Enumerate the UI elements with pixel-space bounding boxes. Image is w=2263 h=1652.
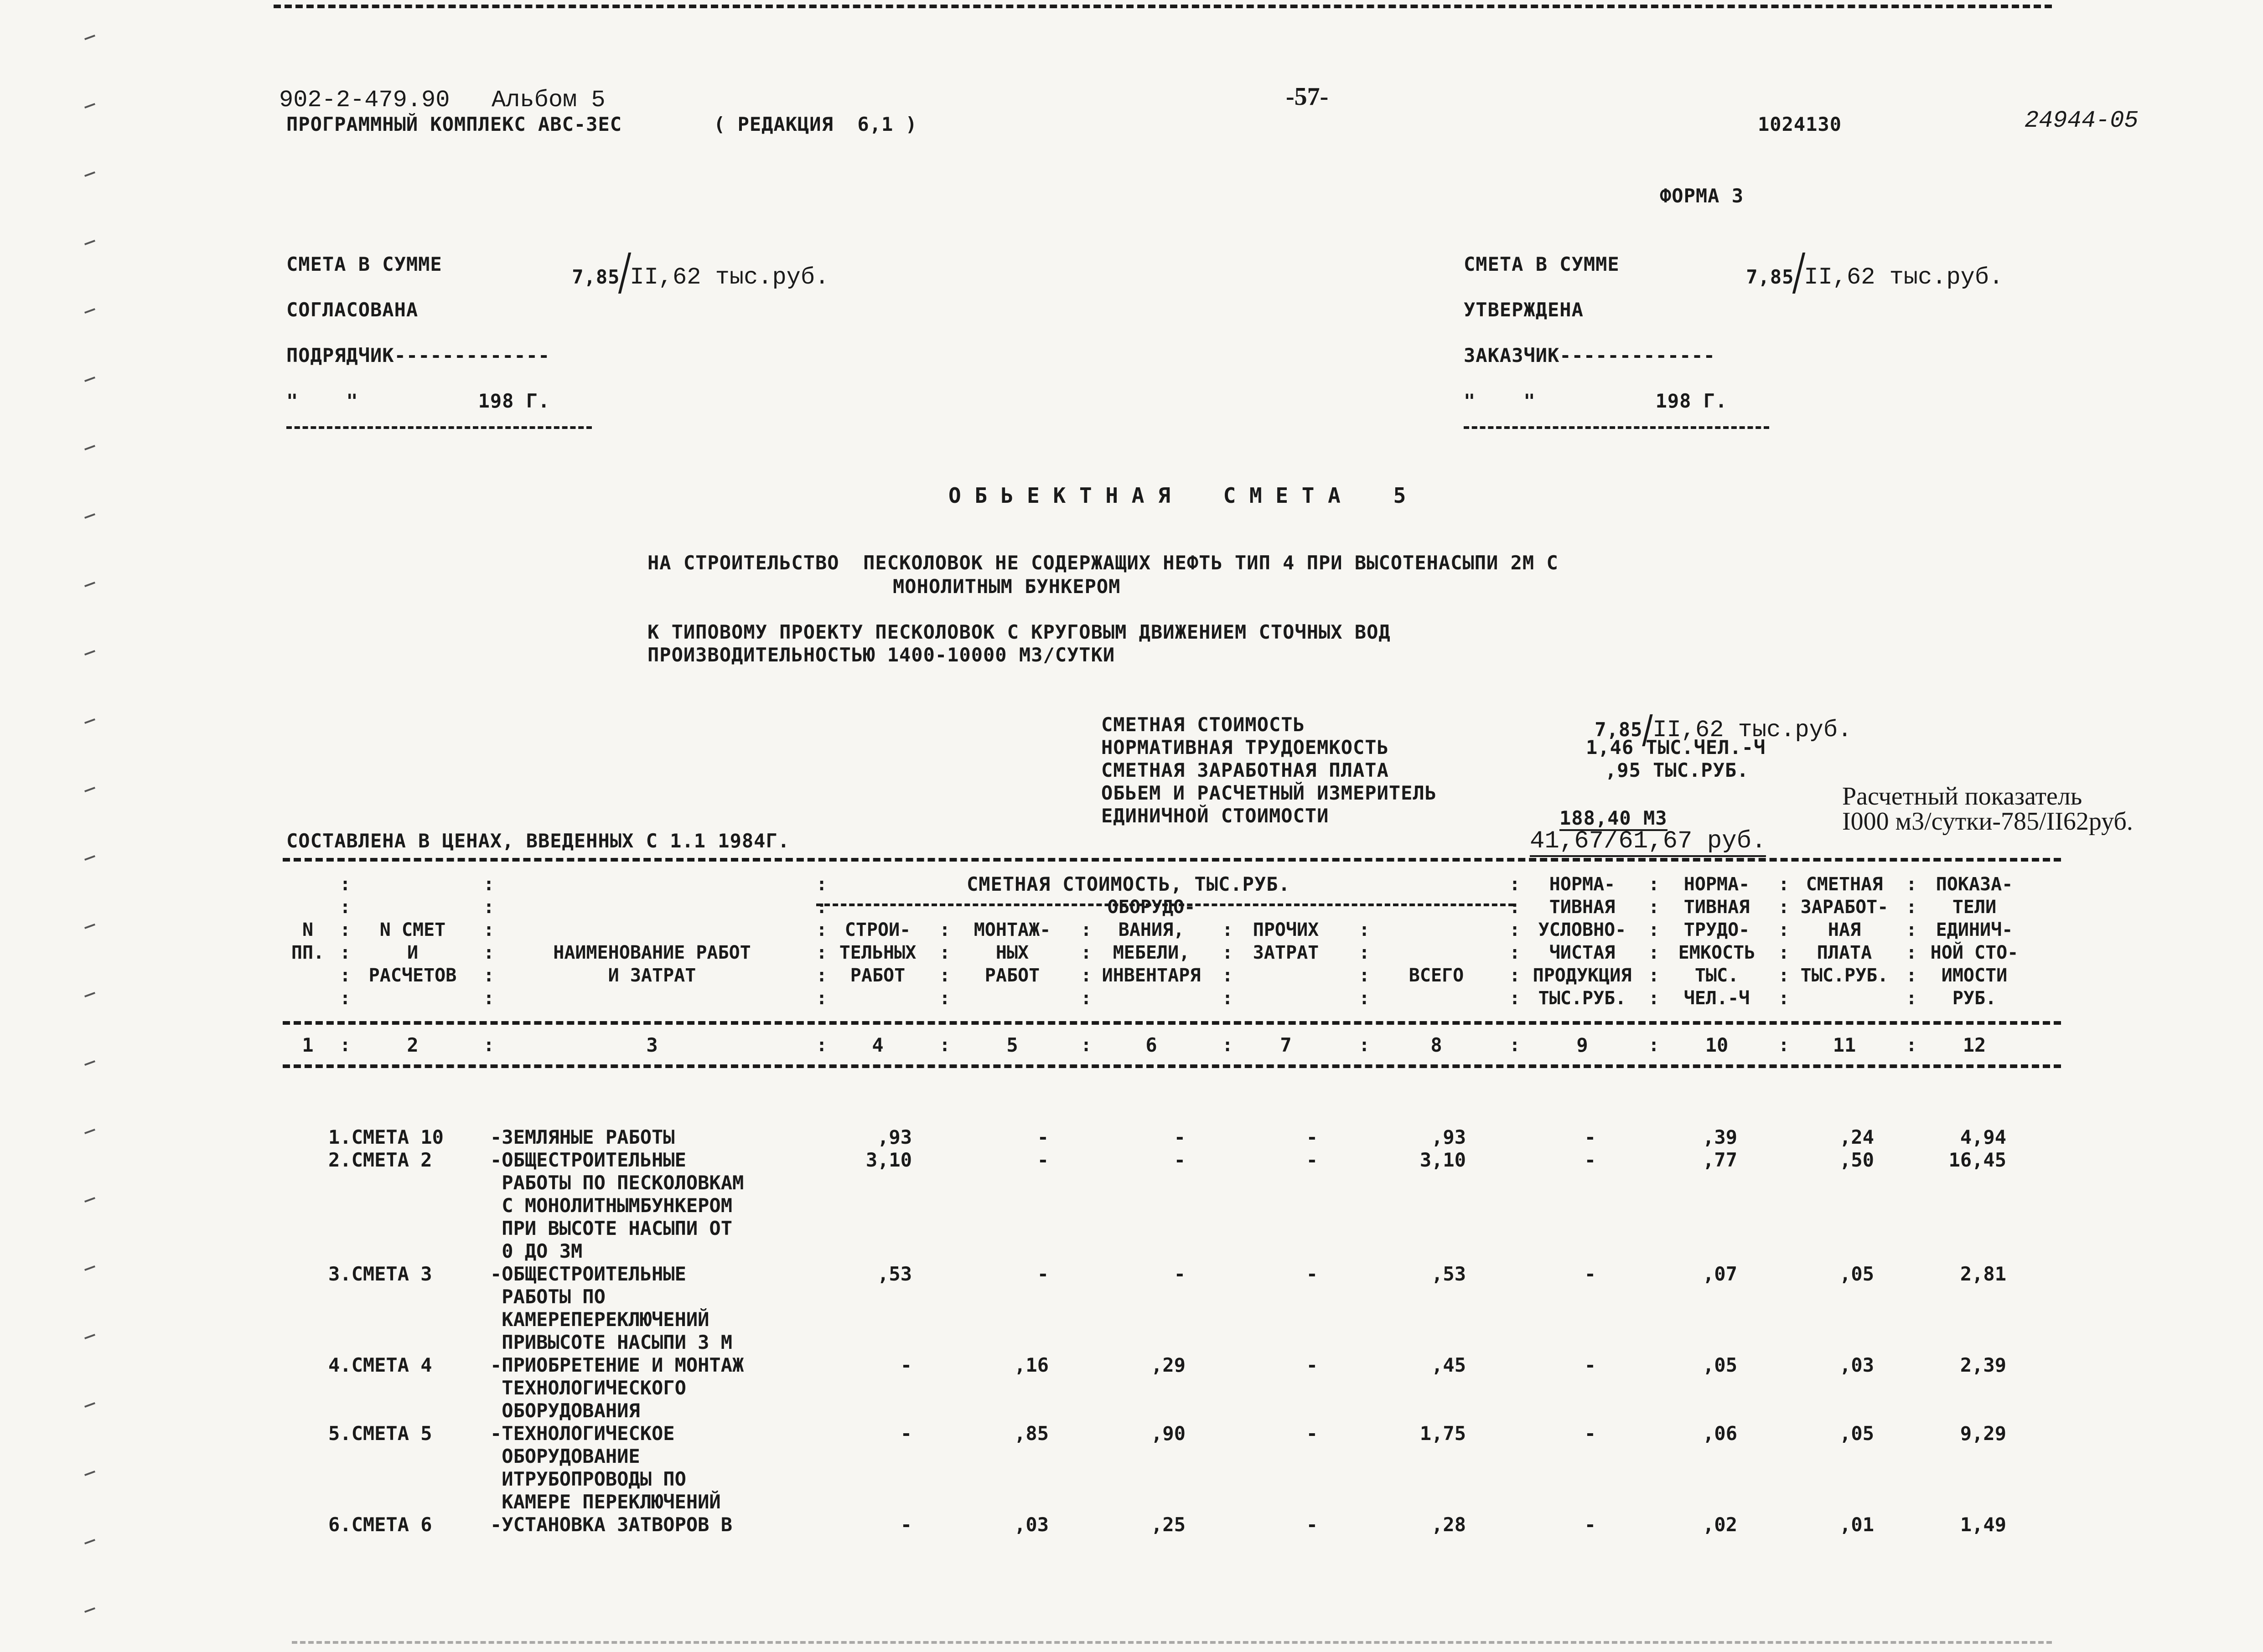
row-value-c11: ,03 [1839, 1354, 1874, 1376]
edition-label: ( РЕДАКЦИЯ 6,1 ) [714, 113, 917, 135]
row-value-c4: ,53 [877, 1263, 912, 1285]
row-value-c6: - [1174, 1149, 1186, 1171]
wage-value: ,95 ТЫС.РУБ. [1605, 759, 1749, 781]
col-header-7: ПРОЧИХ ЗАТРАТ [1253, 919, 1319, 963]
col-number: 10 [1705, 1034, 1729, 1056]
row-value-c10: ,06 [1703, 1422, 1737, 1445]
cost-label: СМЕТНАЯ СТОИМОСТЬ [1101, 713, 1305, 736]
row-work-name: -ОБЩЕСТРОИТЕЛЬНЫЕ РАБОТЫ ПО КАМЕРЕПЕРЕКЛЮЧЕНИЙ ПРИВЫСОТЕ НАСЫПИ 3 М [490, 1263, 733, 1353]
right-sum-value: 7,85 [1746, 266, 1794, 288]
row-value-c5: - [1037, 1263, 1049, 1285]
row-value-c10: ,07 [1703, 1263, 1737, 1285]
top-border [274, 5, 2052, 8]
row-value-c8: ,45 [1431, 1354, 1466, 1376]
complex-label: ПРОГРАММНЫЙ КОМПЛЕКС АВС-3ЕС [286, 113, 622, 135]
row-value-c12: 9,29 [1960, 1422, 2006, 1445]
col-number: 5 [1006, 1034, 1018, 1056]
col-number: 3 [646, 1034, 658, 1056]
row-work-name: -ОБЩЕСТРОИТЕЛЬНЫЕ РАБОТЫ ПО ПЕСКОЛОВКАМ С МОНОЛИТНЫМБУНКЕРОМ ПРИ ВЫСОТЕ НАСЫПИ ОТ 0 ДО 3М [490, 1149, 744, 1262]
row-value-c6: - [1174, 1263, 1186, 1285]
row-value-c6: ,25 [1151, 1513, 1186, 1536]
col-header-8: ВСЕГО [1409, 965, 1464, 986]
doc-code: 902-2-479.90 [279, 87, 450, 114]
row-value-c10: ,05 [1703, 1354, 1737, 1376]
row-value-c5: ,16 [1014, 1354, 1049, 1376]
row-work-name: -ТЕХНОЛОГИЧЕСКОЕ ОБОРУДОВАНИЕ ИТРУБОПРОВОДЫ ПО КАМЕРЕ ПЕРЕКЛЮЧЕНИЙ [490, 1422, 721, 1513]
left-sum-value-2: II,62 тыс.руб. [630, 264, 829, 291]
row-value-c12: 2,81 [1960, 1263, 2006, 1285]
bottom-border [292, 1641, 2052, 1644]
row-value-c6: ,29 [1151, 1354, 1186, 1376]
row-value-c10: ,39 [1703, 1126, 1737, 1148]
row-value-c12: 1,49 [1960, 1513, 2006, 1536]
row-value-c11: ,05 [1839, 1263, 1874, 1285]
row-value-c9: - [1584, 1126, 1596, 1148]
row-value-c11: ,24 [1839, 1126, 1874, 1148]
row-value-c4: 3,10 [865, 1149, 912, 1171]
row-value-c6: ,90 [1151, 1422, 1186, 1445]
volume-label-2: ЕДИНИЧНОЙ СТОИМОСТИ [1101, 805, 1329, 827]
right-sum [1737, 244, 2003, 294]
row-value-c8: 1,75 [1419, 1422, 1466, 1445]
page-number: -57- [1286, 83, 1329, 111]
wage-label: СМЕТНАЯ ЗАРАБОТНАЯ ПЛАТА [1101, 759, 1389, 781]
row-estimate-number: 1.СМЕТА 10 [328, 1126, 444, 1148]
col-number: 7 [1280, 1034, 1292, 1056]
row-value-c11: ,01 [1839, 1513, 1874, 1536]
row-work-name: -УСТАНОВКА ЗАТВОРОВ В [490, 1513, 733, 1536]
row-value-c9: - [1584, 1354, 1596, 1376]
header-bottom-border [283, 1021, 2061, 1025]
cost-value-2: II,62 тыс.руб. [1652, 717, 1852, 743]
row-value-c7: - [1306, 1422, 1318, 1445]
col-header-1: N ПП. [291, 919, 325, 963]
row-value-c8: ,53 [1431, 1263, 1466, 1285]
album-label: Альбом 5 [492, 87, 606, 114]
row-value-c9: - [1584, 1149, 1596, 1171]
title-line-1: НА СТРОИТЕЛЬСТВО ПЕСКОЛОВОК НЕ СОДЕРЖАЩИХ НЕФТЬ ТИП 4 ПРИ ВЫСОТЕНАСЫПИ 2М С [647, 552, 1559, 574]
row-value-c12: 4,94 [1960, 1126, 2006, 1148]
col-header-10: НОРМА- ТИВНАЯ ТРУДО- ЕМКОСТЬ ТЫС. ЧЕЛ.-Ч [1678, 874, 1756, 1009]
right-customer: ЗАКАЗЧИК------------- [1464, 344, 1716, 367]
row-value-c6: - [1174, 1126, 1186, 1148]
code-2: 24944-05 [2025, 107, 2139, 134]
row-value-c7: - [1306, 1513, 1318, 1536]
col-number: 8 [1430, 1034, 1442, 1056]
left-sum-value: 7,85 [572, 266, 620, 288]
row-value-c4: - [900, 1513, 912, 1536]
row-work-name: -ПРИОБРЕТЕНИЕ И МОНТАЖ ТЕХНОЛОГИЧЕСКОГО ОБОРУДОВАНИЯ [490, 1354, 744, 1422]
volume-label-1: ОБЬЕМ И РАСЧЕТНЫЙ ИЗМЕРИТЕЛЬ [1101, 782, 1437, 804]
col-number: 4 [872, 1034, 884, 1056]
col-header-9: НОРМА- ТИВНАЯ УСЛОВНО- ЧИСТАЯ ПРОДУКЦИЯ ТЫС.РУБ. [1533, 874, 1632, 1009]
row-value-c10: ,02 [1703, 1513, 1737, 1536]
col-number: 9 [1576, 1034, 1588, 1056]
row-value-c12: 2,39 [1960, 1354, 2006, 1376]
right-date: " " 198 Г. [1464, 390, 1728, 412]
col-number: 11 [1833, 1034, 1856, 1056]
row-value-c12: 16,45 [1948, 1149, 2006, 1171]
document-title: О Б Ь Е К Т Н А Я С М Е Т А 5 [948, 483, 1407, 508]
row-value-c9: - [1584, 1263, 1596, 1285]
row-value-c10: ,77 [1703, 1149, 1737, 1171]
row-value-c9: - [1584, 1513, 1596, 1536]
col-header-12: ПОКАЗА- ТЕЛИ ЕДИНИЧ- НОЙ СТО- ИМОСТИ РУБ. [1930, 874, 2019, 1009]
unit-value: 41,67/61,67 руб. [1530, 827, 1766, 857]
row-value-c5: ,85 [1014, 1422, 1049, 1445]
col-header-2: N СМЕТ И РАСЧЕТОВ [368, 919, 457, 986]
volume-value: 188,40 М3 [1559, 807, 1667, 831]
row-value-c9: - [1584, 1422, 1596, 1445]
row-estimate-number: 3.СМЕТА 3 [328, 1263, 432, 1285]
row-value-c7: - [1306, 1149, 1318, 1171]
row-value-c5: ,03 [1014, 1513, 1049, 1536]
col-number: 1 [302, 1034, 314, 1056]
col-header-5: МОНТАЖ- НЫХ РАБОТ [974, 919, 1051, 986]
left-contractor: ПОДРЯДЧИК------------- [286, 344, 550, 367]
row-estimate-number: 5.СМЕТА 5 [328, 1422, 432, 1445]
calc-label: Расчетный показатель [1842, 782, 2082, 811]
row-value-c7: - [1306, 1354, 1318, 1376]
col-header-11: СМЕТНАЯ ЗАРАБОТ- НАЯ ПЛАТА ТЫС.РУБ. [1800, 874, 1889, 986]
cost-value-1: 7,85 [1595, 718, 1643, 741]
right-sum-value-2: II,62 тыс.руб. [1804, 264, 2004, 291]
left-sum [563, 244, 829, 294]
row-value-c8: 3,10 [1419, 1149, 1466, 1171]
right-sum-label: СМЕТА В СУММЕ [1464, 253, 1620, 275]
row-value-c5: - [1037, 1149, 1049, 1171]
row-value-c8: ,93 [1431, 1126, 1466, 1148]
calc-value: I000 м3/сутки-785/II62руб. [1842, 807, 2133, 836]
table-top-border [283, 858, 2061, 862]
col-header-3: НАИМЕНОВАНИЕ РАБОТ И ЗАТРАТ [553, 942, 751, 986]
title-line-4: ПРОИЗВОДИТЕЛЬНОСТЬЮ 1400-10000 М3/СУТКИ [647, 644, 1115, 666]
left-date: " " 198 Г. [286, 390, 550, 412]
row-value-c7: - [1306, 1263, 1318, 1285]
row-estimate-number: 4.СМЕТА 4 [328, 1354, 432, 1376]
labor-label: НОРМАТИВНАЯ ТРУДОЕМКОСТЬ [1101, 736, 1389, 759]
prices-note: СОСТАВЛЕНА В ЦЕНАХ, ВВЕДЕННЫХ С 1.1 1984Г. [286, 830, 790, 852]
labor-value: 1,46 ТЫС.ЧЕЛ.-Ч [1586, 736, 1766, 759]
group-header: СМЕТНАЯ СТОИМОСТЬ, ТЫС.РУБ. [967, 873, 1290, 895]
row-estimate-number: 6.СМЕТА 6 [328, 1513, 432, 1536]
title-line-3: К ТИПОВОМУ ПРОЕКТУ ПЕСКОЛОВОК С КРУГОВЫМ ДВИЖЕНИЕМ СТОЧНЫХ ВОД [647, 621, 1391, 643]
row-work-name: -ЗЕМЛЯНЫЕ РАБОТЫ [490, 1126, 675, 1148]
col-number: 6 [1145, 1034, 1157, 1056]
row-value-c4: ,93 [877, 1126, 912, 1148]
col-header-6: ОБОРУДО- ВАНИЯ, МЕБЕЛИ, ИНВЕНТАРЯ [1102, 897, 1201, 986]
right-approved: УТВЕРЖДЕНА [1464, 299, 1584, 321]
row-value-c5: - [1037, 1126, 1049, 1148]
row-value-c4: - [900, 1422, 912, 1445]
row-value-c7: - [1306, 1126, 1318, 1148]
left-agreed: СОГЛАСОВАНА [286, 299, 419, 321]
number-row-border [283, 1064, 2061, 1068]
col-number: 2 [407, 1034, 419, 1056]
col-header-4: СТРОИ- ТЕЛЬНЫХ РАБОТ [839, 919, 917, 986]
row-estimate-number: 2.СМЕТА 2 [328, 1149, 432, 1171]
form-label: ФОРМА 3 [1660, 185, 1744, 207]
code-1: 1024130 [1758, 113, 1842, 135]
row-value-c4: - [900, 1354, 912, 1376]
left-sum-label: СМЕТА В СУММЕ [286, 253, 442, 275]
row-value-c11: ,50 [1839, 1149, 1874, 1171]
left-date-underline [286, 426, 592, 429]
title-line-2: МОНОЛИТНЫМ БУНКЕРОМ [893, 575, 1121, 598]
col-number: 12 [1963, 1034, 1986, 1056]
row-value-c8: ,28 [1431, 1513, 1466, 1536]
row-value-c11: ,05 [1839, 1422, 1874, 1445]
right-date-underline [1464, 426, 1769, 429]
